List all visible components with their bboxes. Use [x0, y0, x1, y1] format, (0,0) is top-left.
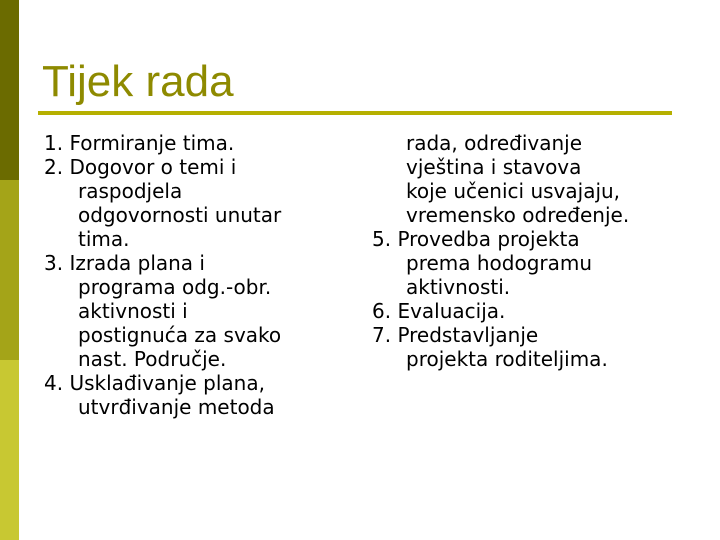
- text-line: vremensko određenje.: [406, 203, 630, 227]
- text-line: aktivnosti.: [406, 275, 511, 299]
- text-line: vještina i stavova: [406, 155, 582, 179]
- text-line: 3. Izrada plana i: [44, 251, 205, 275]
- left-text-column: [44, 131, 344, 419]
- side-bar-segment-bottom: [0, 360, 19, 540]
- text-line: nast. Područje.: [78, 347, 227, 371]
- text-line: utvrđivanje metoda: [78, 395, 275, 419]
- text-line: 2. Dogovor o temi i: [44, 155, 237, 179]
- side-bar-segment-top: [0, 0, 19, 180]
- text-line: programa odg.-obr.: [78, 275, 272, 299]
- text-line: aktivnosti i: [78, 299, 188, 323]
- text-line: 6. Evaluacija.: [372, 299, 506, 323]
- text-line: rada, određivanje: [406, 131, 583, 155]
- right-text-column: [372, 131, 702, 371]
- slide-title: Tijek rada: [42, 57, 234, 106]
- text-line: raspodjela: [78, 179, 183, 203]
- title-underline: [38, 111, 672, 115]
- text-line: 5. Provedba projekta: [372, 227, 580, 251]
- text-line: 1. Formiranje tima.: [44, 131, 235, 155]
- text-line: projekta roditeljima.: [406, 347, 608, 371]
- text-line: 7. Predstavljanje: [372, 323, 539, 347]
- side-bar-segment-middle: [0, 180, 19, 360]
- text-line: prema hodogramu: [406, 251, 593, 275]
- text-line: odgovornosti unutar: [78, 203, 282, 227]
- text-line: koje učenici usvajaju,: [406, 179, 621, 203]
- side-accent-bar: [0, 0, 19, 540]
- text-line: 4. Usklađivanje plana,: [44, 371, 265, 395]
- text-line: postignuća za svako: [78, 323, 282, 347]
- text-line: tima.: [78, 227, 130, 251]
